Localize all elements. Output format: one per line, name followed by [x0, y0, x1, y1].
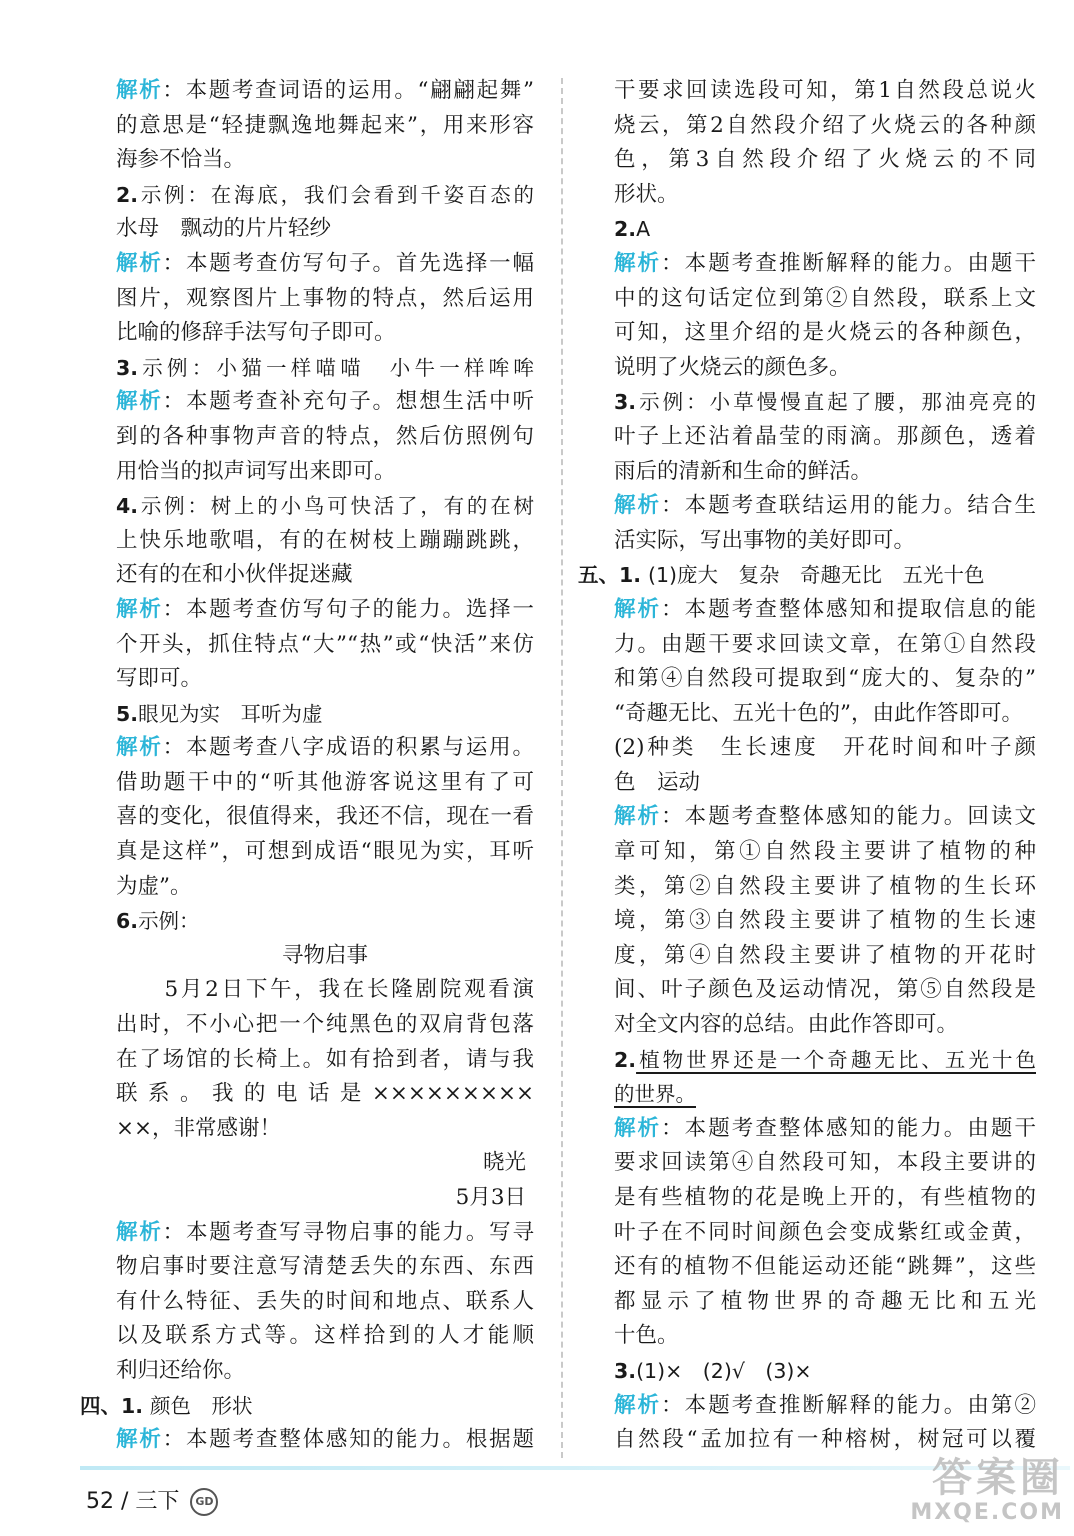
body-text: 干要求回读选段可知，第1自然段总说火 [614, 78, 1036, 103]
analysis-text: ：本题考查整体感知和提取信息的能 [661, 596, 1036, 622]
text-line [116, 662, 534, 697]
body-text: “奇趣无比、五光十色的”，由此作答即可。 [614, 700, 1023, 726]
text-line [116, 489, 534, 524]
analysis-text: ：本题考查八字成语的积累与运用。 [162, 735, 534, 761]
region-badge: GD [190, 1488, 218, 1516]
section-number: 四、1. [80, 1393, 144, 1418]
answer-text: 示例：小猫一样喵喵 小牛一样哞哞 [138, 355, 534, 380]
text-line [614, 316, 1036, 351]
text-line [614, 973, 1036, 1008]
answer-number: 2. [614, 217, 637, 242]
body-text: 境，第③自然段主要讲了植物的生长速 [614, 908, 1036, 934]
body-text: 都显示了植物世界的奇趣无比和五光 [614, 1288, 1036, 1314]
text-line [614, 1181, 1036, 1216]
body-text: 是有些植物的花是晚上开的，有些植物的 [614, 1185, 1036, 1210]
body-text: 海参不恰当。 [116, 147, 246, 173]
body-text: 5月2日下午，我在长隆剧院观看演 [116, 977, 534, 1003]
text-line [116, 1285, 534, 1320]
text-line [614, 455, 1036, 490]
analysis-tag: 解析 [116, 735, 163, 761]
text-line [116, 1077, 534, 1112]
text-line [614, 420, 1036, 455]
body-text: 章可知，第①自然段主要讲了植物的种 [614, 839, 1036, 865]
text-line [614, 282, 1036, 317]
text-line [614, 662, 1036, 697]
text-line [116, 973, 534, 1008]
body-text: 联系。我的电话是××××××××× [116, 1081, 534, 1107]
analysis-tag: 解析 [614, 596, 662, 622]
analysis-tag: 解析 [614, 250, 662, 276]
body-text: 到的各种事物声音的特点，然后仿照例句 [116, 423, 534, 449]
analysis-tag: 解析 [116, 250, 163, 276]
text-line [614, 766, 1036, 801]
answer-text: 颜色 形状 [150, 1393, 253, 1418]
answer-number: 3. [614, 1358, 637, 1383]
body-text: 以及联系方式等。这样拾到的人才能顺 [116, 1323, 534, 1349]
text-line [614, 109, 1036, 144]
text-line [614, 939, 1036, 974]
analysis-tag: 解析 [116, 389, 163, 415]
analysis-tag: 解析 [116, 596, 163, 622]
analysis-tag: 解析 [116, 1427, 163, 1453]
text-line [116, 212, 534, 247]
section-number: 五、1. [578, 563, 642, 588]
answer-text: (1)× (2)√ (3)× [636, 1358, 812, 1383]
analysis-tag: 解析 [614, 1115, 662, 1141]
text-line [116, 1250, 534, 1285]
signature-line: 晓光 [482, 1150, 548, 1176]
answer-text: A [636, 217, 651, 242]
body-text: 力。由题干要求回读文章，在第①自然段 [614, 631, 1036, 657]
answer-number: 3. [614, 390, 637, 415]
body-text: 色 运动 [614, 769, 701, 795]
analysis-text: ：本题考查整体感知的能力。由题干 [661, 1115, 1036, 1141]
text-line [116, 1181, 534, 1216]
analysis-tag: 解析 [116, 1219, 163, 1245]
text-line [116, 1008, 534, 1043]
answer-number: 5. [116, 701, 139, 726]
body-text: 对全文内容的总结。由此作答即可。 [614, 1012, 959, 1038]
analysis-text: ：本题考查补充句子。想想生活中听 [162, 389, 534, 415]
text-line [116, 109, 534, 144]
answer-text: (1)庞大 复杂 奇趣无比 五光十色 [648, 563, 985, 588]
text-line [614, 593, 1036, 628]
text-line [116, 385, 534, 420]
text-line [614, 1354, 1036, 1389]
answer-number: 4. [116, 494, 139, 519]
body-text: 为虚”。 [116, 873, 192, 899]
watermark [910, 1456, 1064, 1526]
body-text: 比喻的修辞手法写句子即可。 [116, 320, 396, 346]
body-text: 用恰当的拟声词写出来即可。 [116, 458, 396, 484]
analysis-tag: 解析 [614, 804, 662, 830]
column-divider [561, 78, 563, 1458]
text-line [614, 385, 1036, 420]
text-line [116, 1319, 534, 1354]
text-line [578, 558, 1036, 593]
text-line [116, 143, 534, 178]
text-line [614, 1423, 1036, 1458]
text-line [116, 455, 534, 490]
text-line [116, 870, 534, 905]
page-number: 52 / 三下 [86, 1489, 180, 1514]
answer-text: 示例：树上的小鸟可快活了，有的在树 [138, 494, 534, 519]
notice-title: 寻物启事 [281, 942, 368, 968]
text-line [614, 1146, 1036, 1181]
text-line [614, 143, 1036, 178]
text-line [116, 904, 534, 939]
text-line [116, 800, 534, 835]
text-line [116, 697, 534, 732]
right-column [578, 74, 1036, 1458]
answer-text: 植物世界还是一个奇趣无比、五光十色 [636, 1047, 1036, 1072]
analysis-tag: 解析 [116, 78, 163, 103]
text-line [614, 1216, 1036, 1251]
answer-text: 眼见为实 耳听为虚 [138, 701, 323, 726]
text-line [614, 1319, 1036, 1354]
body-text: 有什么特征、丢失的时间和地点、联系人 [116, 1288, 534, 1314]
text-line [116, 1146, 548, 1181]
body-text: 色，第3自然段介绍了火烧云的不同 [614, 147, 1036, 173]
answer-text: 的世界。 [614, 1082, 696, 1107]
answer-text: 示例：小草慢慢直起了腰，那油亮亮的 [636, 390, 1036, 415]
body-text: 个开头，抓住特点“大”“热”或“快活”来仿 [116, 631, 534, 657]
body-text: 上快乐地歌唱，有的在树枝上蹦蹦跳跳， [116, 527, 534, 553]
watermark-main: 答案圈 [932, 1455, 1064, 1501]
text-line [116, 524, 534, 559]
answer-number: 3. [116, 355, 139, 380]
text-line [614, 628, 1036, 663]
analysis-text: ：本题考查写寻物启事的能力。写寻 [162, 1219, 534, 1245]
text-line [614, 731, 1036, 766]
text-line [116, 1043, 534, 1078]
signature-line: 5月3日 [455, 1185, 526, 1210]
text-line [116, 731, 534, 766]
text-line [116, 74, 534, 109]
text-line [614, 1389, 1036, 1424]
body-text: 图片，观察图片上事物的特点，然后运用 [116, 285, 534, 311]
answer-number: 2. [116, 182, 139, 207]
analysis-text: ：本题考查整体感知的能力。回读文 [661, 804, 1036, 830]
body-text: 和第④自然段可提取到“庞大的、复杂的” [614, 666, 1036, 692]
text-line [614, 835, 1036, 870]
text-line [614, 1112, 1036, 1147]
answer-text: 示例：在海底，我们会看到千姿百态的 [138, 182, 534, 207]
body-text: 烧云，第2自然段介绍了火烧云的各种颜 [614, 112, 1036, 138]
text-line [116, 835, 534, 870]
body-text: 中的这句话定位到第②自然段，联系上文 [614, 285, 1036, 311]
watermark-sub: MXQE.COM [910, 1500, 1064, 1525]
text-line [614, 800, 1036, 835]
text-line [116, 351, 534, 386]
page-footer [86, 1484, 218, 1516]
body-text: 活实际，写出事物的美好即可。 [614, 527, 916, 553]
text-line [614, 870, 1036, 905]
body-text: 叶子在不同时间颜色会变成紫红或金黄， [614, 1219, 1036, 1245]
analysis-text: ：本题考查仿写句子的能力。选择一 [162, 596, 534, 622]
text-line [614, 351, 1036, 386]
text-line [614, 212, 1036, 247]
body-text: 物启事时要注意写清楚丢失的东西、东西 [116, 1254, 534, 1280]
text-line [614, 524, 1036, 559]
body-text: (2)种类 生长速度 开花时间和叶子颜 [614, 735, 1036, 761]
text-line [614, 1008, 1036, 1043]
text-line [614, 697, 1036, 732]
text-line [80, 1389, 534, 1424]
body-text: 的意思是“轻捷飘逸地舞起来”，用来形容 [116, 112, 534, 138]
body-text: 说明了火烧云的颜色多。 [614, 354, 851, 380]
text-line [614, 1077, 1036, 1112]
text-line [116, 1216, 534, 1251]
answer-number: 6. [116, 909, 139, 934]
text-line [614, 178, 1036, 213]
analysis-text: ：本题考查联结运用的能力。结合生 [661, 493, 1036, 519]
analysis-text: ：本题考查词语的运用。“翩翩起舞” [162, 78, 534, 103]
body-text: 利归还给你。 [116, 1357, 246, 1383]
text-line [116, 282, 534, 317]
body-text: 叶子上还沾着晶莹的雨滴。那颜色，透着 [614, 423, 1036, 449]
body-text: 自然段“孟加拉有一种榕树，树冠可以覆 [614, 1427, 1036, 1453]
body-text: 十色。 [614, 1323, 679, 1349]
answer-text: 示例： [138, 909, 200, 934]
text-line [116, 1423, 534, 1458]
text-line [116, 316, 534, 351]
text-line [116, 766, 534, 801]
text-line [116, 178, 534, 213]
text-line [116, 420, 534, 455]
body-text: 可知，这里介绍的是火烧云的各种颜色， [614, 320, 1036, 346]
analysis-text: ：本题考查仿写句子。首先选择一幅 [162, 250, 534, 276]
body-text: 在了场馆的长椅上。如有拾到者，请与我 [116, 1046, 534, 1072]
analysis-text: ：本题考查推断解释的能力。由题干 [661, 250, 1036, 276]
text-line [614, 904, 1036, 939]
analysis-text: ：本题考查整体感知的能力。根据题 [162, 1427, 534, 1453]
text-line [614, 1250, 1036, 1285]
body-text: 喜的变化，很值得来，我还不信，现在一看 [116, 804, 534, 830]
body-text: 雨后的清新和生命的鲜活。 [614, 458, 873, 484]
text-line [116, 247, 534, 282]
body-text: 出时，不小心把一个纯黑色的双肩背包落 [116, 1012, 534, 1038]
body-text: 真是这样”，可想到成语“眼见为实，耳听 [116, 839, 534, 865]
text-line [614, 489, 1036, 524]
answer-number: 2. [614, 1047, 637, 1072]
body-text: 还有的植物不但能运动还能“跳舞”，这些 [614, 1254, 1036, 1280]
body-text: 间、叶子颜色及运动情况，第⑤自然段是 [614, 977, 1036, 1003]
text-line [614, 1285, 1036, 1320]
text-line [116, 1112, 534, 1147]
text-line [116, 1354, 534, 1389]
body-text: 形状。 [614, 181, 679, 207]
body-text: 要求回读第④自然段可知，本段主要讲的 [614, 1150, 1036, 1176]
analysis-text: ：本题考查推断解释的能力。由第② [661, 1392, 1036, 1418]
body-text: ××，非常感谢！ [116, 1115, 282, 1141]
text-line [116, 558, 534, 593]
text-line [614, 1043, 1036, 1078]
body-text: 水母 飘动的片片轻纱 [116, 216, 332, 242]
analysis-tag: 解析 [614, 493, 662, 519]
body-text: 还有的在和小伙伴捉迷藏 [116, 562, 353, 588]
text-line [614, 74, 1036, 109]
analysis-tag: 解析 [614, 1392, 662, 1418]
text-line [614, 247, 1036, 282]
text-line [116, 593, 534, 628]
text-line [116, 939, 534, 974]
body-text: 借助题干中的“听其他游客说这里有了可 [116, 769, 534, 795]
body-text: 写即可。 [116, 666, 203, 692]
body-text: 类，第②自然段主要讲了植物的生长环 [614, 873, 1036, 899]
body-text: 度，第④自然段主要讲了植物的开花时 [614, 942, 1036, 968]
left-column [80, 74, 548, 1458]
text-line [116, 628, 534, 663]
